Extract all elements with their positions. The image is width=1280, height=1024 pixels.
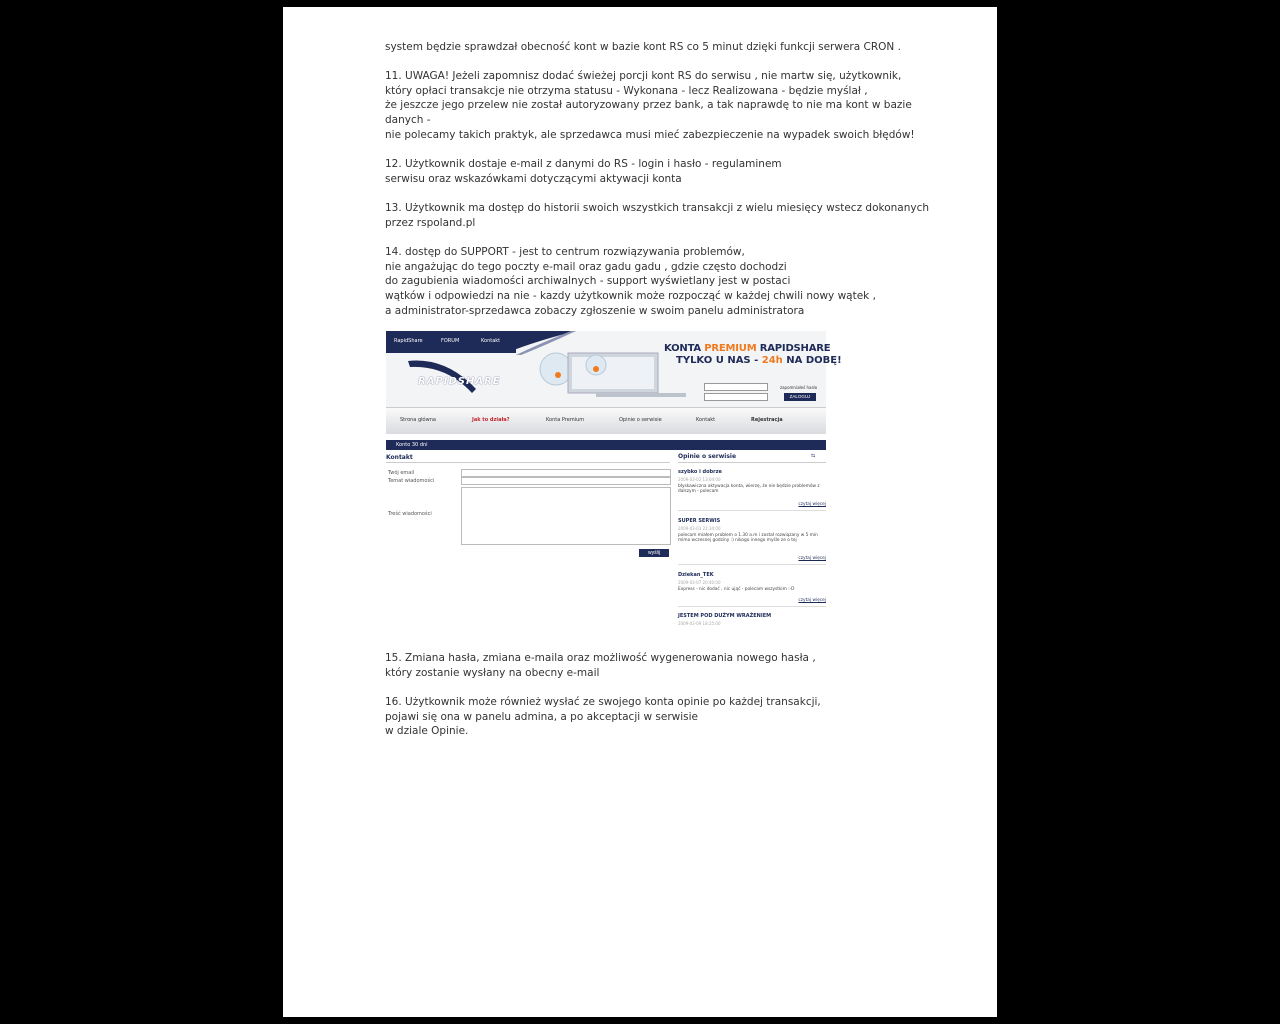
text-line: przez rspoland.pl xyxy=(385,216,476,229)
forgot-password-link[interactable]: zapomniałeś hasło xyxy=(780,385,818,390)
text-line: system będzie sprawdzał obecność kont w bazie kont RS co 5 minut dzięki funkcji serwera CRON . xyxy=(385,41,901,53)
promo-headline: KONTA PREMIUM RAPIDSHARE xyxy=(664,343,831,354)
opinion-date: 2009-03-03 21:34:00 xyxy=(678,526,721,531)
paragraph-cron xyxy=(385,40,905,55)
site-logo[interactable]: RAPIDSHARE xyxy=(418,376,501,387)
divider xyxy=(678,564,826,565)
opinion-body: błyskawiczna aktywacja konta, wierzę, że nie będzie problemów z dalszym - polecam xyxy=(678,484,820,494)
menu-item-premium[interactable]: Konta Premium xyxy=(546,417,585,423)
opinion-date: 2009-03-09 18:25:00 xyxy=(678,621,721,626)
text-line: nie angażując do tego poczty e-mail oraz gadu gadu , gdzie często dochodzi xyxy=(385,260,787,273)
breadcrumb[interactable]: Konto 30 dni xyxy=(396,442,428,448)
login-password-input[interactable] xyxy=(704,393,768,401)
opinion-date: 2009-03-02 13:04:00 xyxy=(678,477,721,482)
text-line: 15. Zmiana hasła, zmiana e-maila oraz możliwość wygenerowania nowego hasła , xyxy=(385,652,816,664)
sidebar-title: Opinie o serwisie xyxy=(678,453,737,460)
opinion-title[interactable]: Dziekan_TEK xyxy=(678,572,714,578)
paragraph-11 xyxy=(385,69,915,143)
text-line: 12. Użytkownik dostaje e-mail z danymi do RS - login i hasło - regulaminem xyxy=(385,158,782,170)
divider xyxy=(386,462,670,463)
message-textarea[interactable] xyxy=(461,487,671,545)
menu-item-how-it-works[interactable]: Jak to działa? xyxy=(472,417,510,423)
read-more-link[interactable]: czytaj więcej xyxy=(798,598,826,603)
subject-field[interactable] xyxy=(461,477,671,485)
menu-item-home[interactable]: Strona główna xyxy=(400,417,436,423)
send-button[interactable]: wyślij xyxy=(639,549,669,557)
divider xyxy=(678,462,826,463)
embedded-website-screenshot xyxy=(386,331,842,626)
text-line: który zostanie wysłany na obecny e-mail xyxy=(385,666,600,679)
menu-item-contact[interactable]: Kontakt xyxy=(696,417,716,423)
text-line: nie polecamy takich praktyk, ale sprzedawca musi mieć zabezpieczenie na wypadek swoich błędów! xyxy=(385,128,915,141)
read-more-link[interactable]: czytaj więcej xyxy=(798,556,826,561)
paragraph-16 xyxy=(385,695,905,739)
paragraph-12 xyxy=(385,157,905,186)
text-line: 14. dostęp do SUPPORT - jest to centrum rozwiązywania problemów, xyxy=(385,246,745,258)
text-line: a administrator-sprzedawca zobaczy zgłoszenie w swoim panelu administratora xyxy=(385,304,805,317)
contact-title: Kontakt xyxy=(386,454,413,461)
login-button[interactable]: ZALOGUJ xyxy=(784,393,816,401)
email-field[interactable] xyxy=(461,469,671,477)
topnav-forum[interactable]: FORUM xyxy=(441,338,460,344)
paragraph-15 xyxy=(385,651,905,680)
read-more-link[interactable]: czytaj więcej xyxy=(798,502,826,507)
opinion-title[interactable]: SUPER SERWIS xyxy=(678,518,721,524)
divider xyxy=(678,606,826,607)
text-line: 16. Użytkownik może również wysłać ze swojego konta opinie po każdej transakcji, xyxy=(385,696,821,708)
text-line: serwisu oraz wskazówkami dotyczącymi aktywacji konta xyxy=(385,172,682,185)
main-menu xyxy=(386,407,826,434)
site-header xyxy=(386,331,842,407)
message-label: Treść wiadomości xyxy=(388,511,432,517)
opinion-body: polecam miałem problem o 1.30 a.m i został rozwiązany w 5 min mimo wczesnej godziny :) nikogo innego myśle ze o tej xyxy=(678,533,818,543)
rss-icon[interactable]: ⇆ xyxy=(811,453,816,459)
promo-subheadline: TYLKO U NAS - 24h NA DOBĘ! xyxy=(676,355,842,366)
text-line: który opłaci transakcje nie otrzyma statusu - Wykonana - lecz Realizowana - będzie myślał , xyxy=(385,84,868,97)
opinion-date: 2009-03-07 20:40:00 xyxy=(678,580,721,585)
text-line: wątków i odpowiedzi na nie - kazdy użytkownik może rozpocząć w każdej chwili nowy wątek , xyxy=(385,290,876,303)
text-line: danych - xyxy=(385,114,431,127)
menu-item-opinions[interactable]: Opinie o serwisie xyxy=(619,417,662,423)
subject-label: Temat wiadomości xyxy=(388,478,435,484)
topnav-rapidshare[interactable]: RapidShare xyxy=(394,338,423,344)
menu-item-register[interactable]: Rejestracja xyxy=(751,417,783,423)
divider xyxy=(678,510,826,511)
text-line: 13. Użytkownik ma dostęp do historii swoich wszystkich transakcji z wielu miesięcy wstecz dokonanych xyxy=(385,202,930,214)
topnav-kontakt[interactable]: Kontakt xyxy=(481,338,501,344)
text-line: w dziale Opinie. xyxy=(385,725,469,738)
email-label: Twój email xyxy=(388,470,415,476)
text-line: że jeszcze jego przelew nie został autoryzowany przez bank, a tak naprawdę to nie ma kont w bazie xyxy=(385,99,912,112)
text-line: do zagubienia wiadomości archiwalnych - support wyświetlany jest w postaci xyxy=(385,275,791,288)
text-line: 11. UWAGA! Jeżeli zapomnisz dodać świeżej porcji kont RS do serwisu , nie martw się, użytkownik, xyxy=(385,70,902,82)
opinion-body: Express - nic dodać , nic ująć - polecam wszystkim :-D xyxy=(678,587,795,592)
top-nav-bar xyxy=(386,331,516,353)
paragraph-13 xyxy=(385,201,930,230)
opinion-title[interactable]: JESTEM POD DUŻYM WRAŻENIEM xyxy=(678,613,772,619)
opinion-title[interactable]: szybko i dobrze xyxy=(678,469,722,475)
breadcrumb-bar xyxy=(386,440,826,450)
login-username-input[interactable] xyxy=(704,383,768,391)
paragraph-14 xyxy=(385,245,905,319)
text-line: pojawi się ona w panelu admina, a po akceptacji w serwisie xyxy=(385,710,699,723)
document-page xyxy=(283,7,997,1017)
